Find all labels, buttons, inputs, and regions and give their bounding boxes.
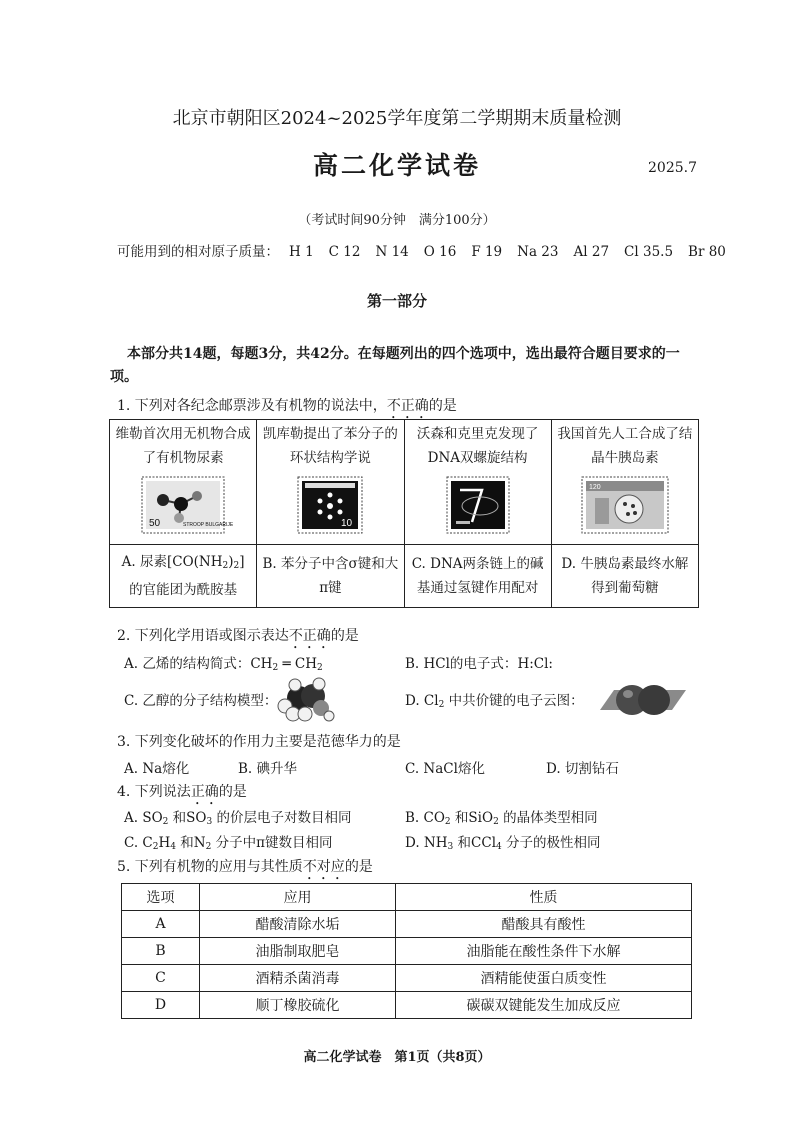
- question-3-stem: 3. 下列变化破坏的作用力主要是范德华力的是: [117, 734, 401, 750]
- column-header: 选项: [122, 884, 200, 911]
- q4-d-text: 和CCl: [453, 835, 497, 851]
- q4-stem-emphasis: 正确: [190, 784, 219, 800]
- q4-a-text: 的价层电子对数目相同: [212, 810, 352, 826]
- atomic-masses-label: 可能用到的相对原子质量：: [117, 244, 279, 260]
- q4-b-text: 的晶体类型相同: [498, 810, 598, 826]
- atomic-mass-item: O 16: [423, 244, 457, 260]
- stamp-value: 120: [588, 484, 601, 491]
- hcl-electron-formula: H:Cl:: [517, 656, 553, 672]
- subscript: 2: [493, 817, 499, 827]
- q2-b-text: B. HCl的电子式：: [405, 656, 518, 672]
- option-letter: C: [122, 965, 200, 992]
- stamp-value: 50: [149, 518, 161, 529]
- question-3-option-c[interactable]: C. NaCl熔化: [405, 761, 485, 777]
- q4-a-text: A. SO: [124, 810, 163, 826]
- subscript: 3: [206, 817, 213, 827]
- q4-stem-suffix: 的是: [218, 784, 247, 800]
- option-a-text: A. 尿素[CO(NH: [121, 554, 223, 570]
- q5-stem-text: 5. 下列有机物的应用与其性质: [117, 859, 303, 875]
- table-row[interactable]: [122, 965, 692, 992]
- q1-stem-text: 1. 下列对各纪念邮票涉及有机物的说法中，: [117, 398, 387, 414]
- question-4-option-c[interactable]: [124, 831, 333, 852]
- column-header: 性质: [396, 884, 692, 911]
- property-cell: 油脂能在酸性条件下水解: [396, 938, 692, 965]
- q4-b-text: B. CO: [405, 810, 445, 826]
- part-title: 第一部分: [366, 292, 427, 310]
- option-a-text: ]: [239, 554, 245, 570]
- q4-c-text: H: [158, 835, 171, 851]
- stamp-cell-d: [551, 420, 698, 545]
- table-row[interactable]: [122, 992, 692, 1019]
- q2-c-text: C. 乙醇的分子结构模型：: [124, 693, 278, 709]
- q5-stem-suffix: 的是: [344, 859, 373, 875]
- page-footer: 高二化学试卷 第1页（共8页）: [303, 1050, 491, 1065]
- q2-stem-text: 2. 下列化学用语或图示表达: [117, 628, 289, 644]
- option-letter: A: [122, 911, 200, 938]
- question-5-stem: [117, 856, 373, 883]
- ethanol-model-icon: [275, 676, 337, 724]
- q2-a-text: ═ CH: [278, 656, 317, 672]
- option-a[interactable]: [110, 545, 257, 608]
- atomic-mass-item: Al 27: [573, 244, 610, 260]
- question-1-stem: [117, 395, 457, 422]
- subscript: 4: [170, 842, 177, 852]
- electron-cloud-icon: [598, 680, 688, 720]
- q2-stem-emphasis: 不正确: [288, 628, 331, 644]
- table-row[interactable]: [122, 938, 692, 965]
- question-2-option-b[interactable]: [405, 652, 553, 672]
- q4-a-text: 和SO: [168, 810, 207, 826]
- q4-b-text: 和SiO: [450, 810, 494, 826]
- subscript: 2: [444, 817, 451, 827]
- subscript: 2: [205, 842, 212, 852]
- column-header: 应用: [200, 884, 396, 911]
- q4-d-text: D. NH: [405, 835, 448, 851]
- option-b[interactable]: B. 苯分子中含σ键和大π键: [257, 545, 404, 608]
- stamp-country: STROOP BULGARIJE: [183, 522, 234, 528]
- question-2-option-a[interactable]: [124, 652, 323, 673]
- subject-title: 高二化学试卷: [312, 151, 481, 180]
- option-a-line2: 的官能团为酰胺基: [129, 582, 238, 598]
- option-a-text: ): [228, 554, 234, 570]
- atomic-masses: [117, 240, 741, 260]
- property-cell: 醋酸具有酸性: [396, 911, 692, 938]
- property-cell: 碳碳双键能发生加成反应: [396, 992, 692, 1019]
- atomic-mass-item: N 14: [375, 244, 409, 260]
- q2-d-text: 中共价键的电子云图：: [444, 693, 584, 709]
- stamp-caption: 我国首先人工合成了结晶牛胰岛素: [557, 426, 693, 466]
- question-2-stem: [117, 625, 359, 652]
- q2-d-text: D. Cl: [405, 693, 439, 709]
- application-cell: 油脂制取肥皂: [200, 938, 396, 965]
- dna-stamp-icon: [446, 476, 510, 534]
- subscript: 2: [316, 663, 323, 673]
- atomic-mass-item: C 12: [328, 244, 361, 260]
- question-5-table: [121, 883, 692, 1019]
- atomic-mass-item: Br 80: [688, 244, 726, 260]
- insulin-stamp-icon: [581, 476, 669, 534]
- question-4-option-d[interactable]: [405, 831, 601, 852]
- stamp-value: 10: [341, 518, 353, 529]
- question-3-option-b[interactable]: B. 碘升华: [238, 761, 298, 777]
- option-a-line1: [113, 550, 253, 578]
- option-letter: D: [122, 992, 200, 1019]
- subscript: 2: [162, 817, 169, 827]
- option-c[interactable]: C. DNA两条链上的碱基通过氢键作用配对: [404, 545, 551, 608]
- question-3-option-a[interactable]: A. Na熔化: [124, 761, 190, 777]
- application-cell: 酒精杀菌消毒: [200, 965, 396, 992]
- exam-date: 2025.7: [648, 160, 697, 176]
- q1-stem-emphasis: 不正确: [386, 398, 429, 414]
- stamp-cell-c: [404, 420, 551, 545]
- subscript: 2: [438, 700, 445, 710]
- atomic-mass-item: Na 23: [517, 244, 559, 260]
- stamp-caption: 维勒首次用无机物合成了有机物尿素: [115, 426, 251, 466]
- question-2-option-d[interactable]: [405, 689, 584, 710]
- stamp-caption: 凯库勒提出了苯分子的环状结构学说: [262, 426, 398, 466]
- table-header-row: [122, 884, 692, 911]
- subscript: 2: [272, 663, 279, 673]
- subscript: 2: [152, 842, 159, 852]
- part-intro: 本部分共14题，每题3分，共42分。在每题列出的四个选项中，选出最符合题目要求的一项。: [110, 346, 680, 385]
- question-4-option-a[interactable]: [124, 806, 352, 827]
- exam-title: 北京市朝阳区2024~2025学年度第二学期期末质量检测: [172, 108, 622, 129]
- stamp-cell-b: [257, 420, 404, 545]
- q5-stem-emphasis: 不对应: [302, 859, 345, 875]
- q4-c-text: 分子中π键数目相同: [211, 835, 333, 851]
- q4-c-text: 和N: [176, 835, 206, 851]
- urea-molecule-stamp-icon: [141, 476, 234, 534]
- property-cell: 酒精能使蛋白质变性: [396, 965, 692, 992]
- atomic-mass-item: Cl 35.5: [624, 244, 674, 260]
- subscript: 2: [222, 561, 229, 571]
- question-4-option-b[interactable]: [405, 806, 598, 827]
- exam-info: （考试时间90分钟 满分100分）: [298, 213, 496, 228]
- question-2-option-c[interactable]: [124, 689, 277, 709]
- subscript: 2: [233, 561, 240, 571]
- application-cell: 顺丁橡胶硫化: [200, 992, 396, 1019]
- application-cell: 醋酸清除水垢: [200, 911, 396, 938]
- q2-stem-suffix: 的是: [330, 628, 359, 644]
- question-3-option-d[interactable]: D. 切割钻石: [546, 761, 619, 777]
- option-d[interactable]: D. 牛胰岛素最终水解得到葡萄糖: [551, 545, 698, 608]
- q4-c-text: C. C: [124, 835, 153, 851]
- atomic-mass-item: F 19: [471, 244, 503, 260]
- stamp-caption: 沃森和克里克发现了DNA双螺旋结构: [416, 426, 539, 466]
- subscript: 3: [447, 842, 454, 852]
- question-4-stem: [117, 781, 247, 808]
- table-row[interactable]: [122, 911, 692, 938]
- q4-stem-text: 4. 下列说法: [117, 784, 191, 800]
- stamp-cell-a: [110, 420, 257, 545]
- q2-a-text: A. 乙烯的结构简式：CH: [124, 656, 273, 672]
- benzene-stamp-icon: [297, 476, 363, 534]
- atomic-mass-item: H 1: [289, 244, 314, 260]
- option-letter: B: [122, 938, 200, 965]
- q1-stem-suffix: 的是: [428, 398, 457, 414]
- subscript: 4: [496, 842, 502, 852]
- q4-d-text: 分子的极性相同: [501, 835, 601, 851]
- question-1-table: [109, 419, 699, 608]
